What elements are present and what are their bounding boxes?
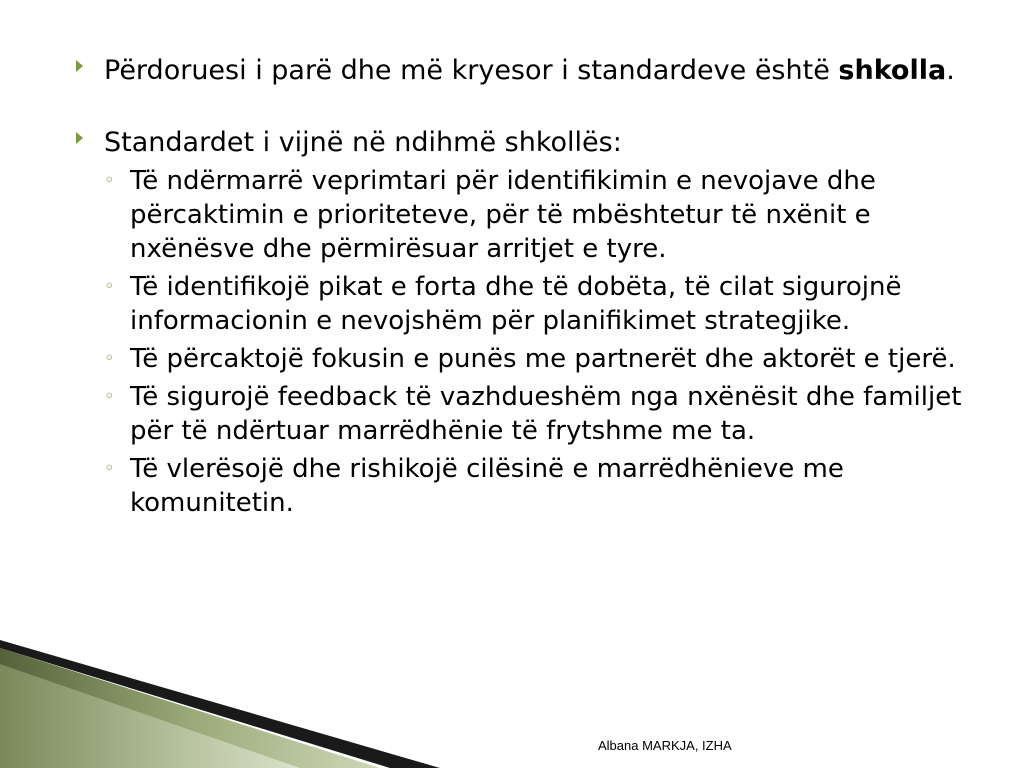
sub-item-text: Të identifikojë pikat e forta dhe të dobëta, të cilat sigurojnë informacionin e nevojshëm për planifikimet strategjike.: [130, 272, 902, 336]
triangle-bullet-icon: [76, 60, 83, 72]
sub-item-text: Të vlerësojë dhe rishikojë cilësinë e marrëdhënieve me komunitetin.: [130, 454, 844, 518]
circle-bullet-icon: ◦: [104, 276, 115, 297]
sub-item-2: [100, 270, 962, 338]
sub-item-5: [100, 452, 962, 520]
sub-item-text: Të përcaktojë fokusin e punës me partnerët dhe aktorët e tjerë.: [130, 344, 956, 374]
sub-item-3: [100, 342, 962, 376]
sub-item-text: Të sigurojë feedback të vazhdueshëm nga nxënësit dhe familjet për të ndërtuar marrëdhënie të frytshme me ta.: [130, 382, 962, 446]
circle-bullet-icon: ◦: [104, 348, 115, 369]
bullet-text-1: Përdoruesi i parë dhe më kryesor i standardeve është: [104, 55, 839, 86]
bullet-item-2: [72, 126, 962, 160]
bullet-item-1: [72, 54, 962, 88]
sub-item-4: [100, 380, 962, 448]
circle-bullet-icon: ◦: [104, 386, 115, 407]
bullet-text-2: Standardet i vijnë në ndihmë shkollës:: [104, 127, 622, 158]
bullet-text-bold: shkolla: [838, 55, 947, 86]
sub-item-text: Të ndërmarrë veprimtari për identifikimin e nevojave dhe përcaktimin e prioriteteve, për të mbështetur të nxënit e nxënësve dhe përmirësuar arritjet e tyre.: [130, 166, 876, 264]
bullet-text-period: .: [946, 55, 955, 86]
footer-author: Albana MARKJA, IZHA: [598, 738, 732, 753]
circle-bullet-icon: ◦: [104, 458, 115, 479]
slide-content: [72, 54, 962, 520]
sub-item-1: [100, 164, 962, 266]
triangle-bullet-icon: [76, 132, 83, 144]
circle-bullet-icon: ◦: [104, 170, 115, 191]
